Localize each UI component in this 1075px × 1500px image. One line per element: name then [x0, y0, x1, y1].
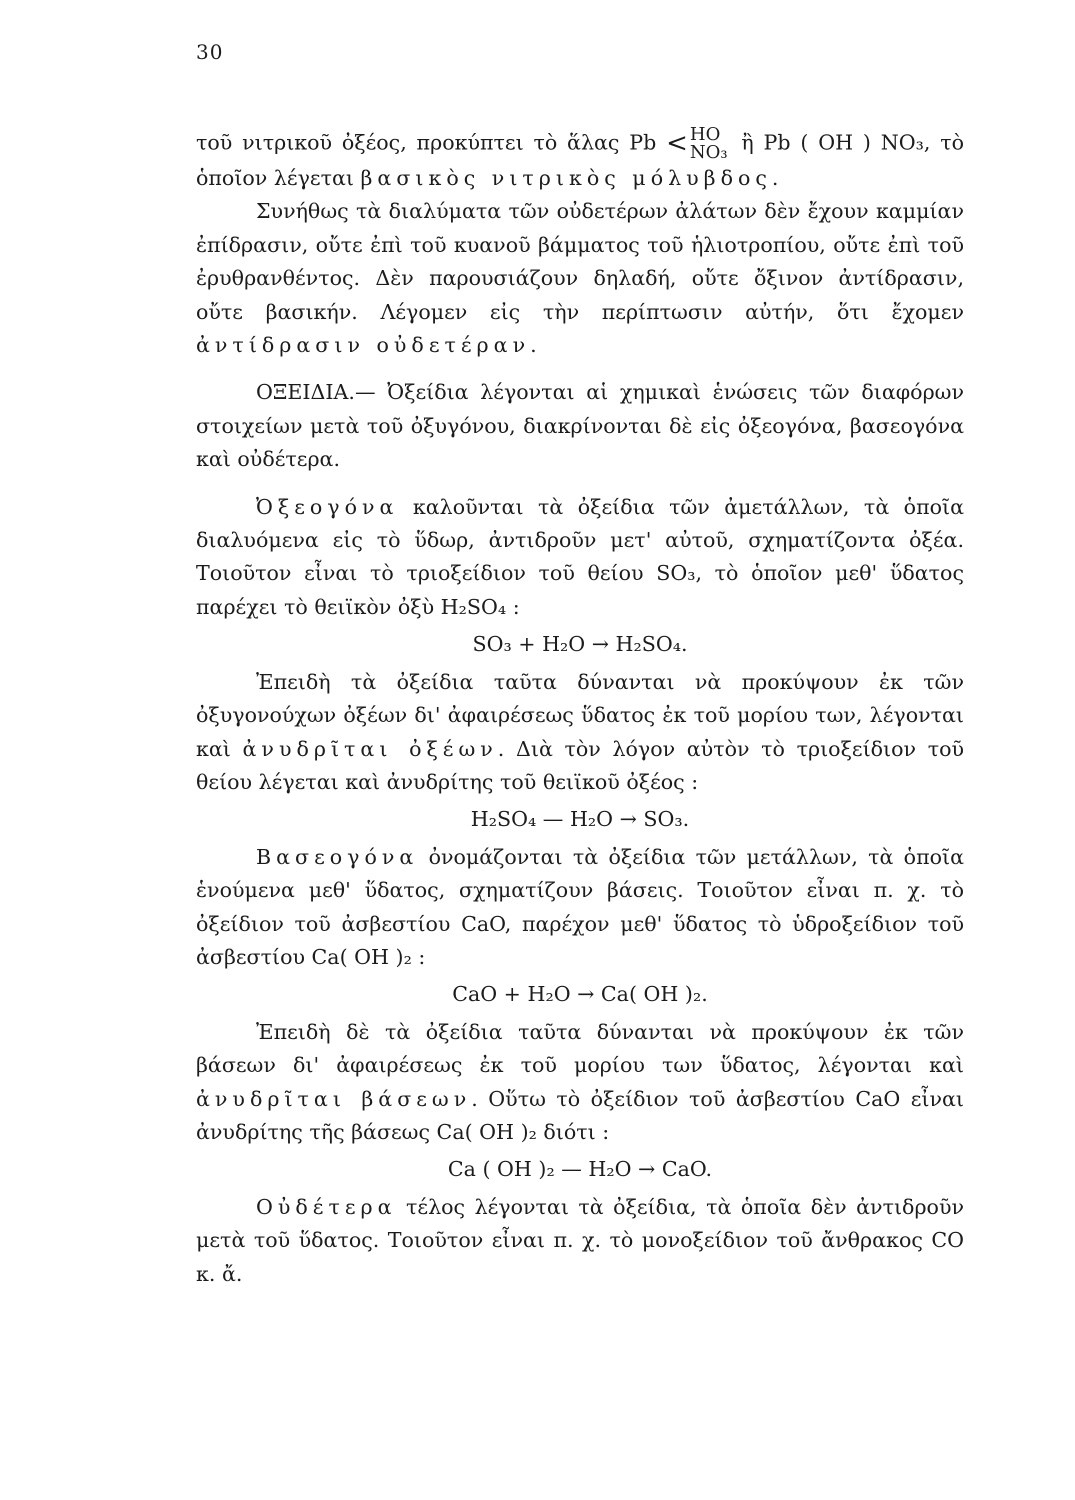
equation-2: H₂SO₄ — H₂O → SO₃. — [470, 807, 690, 832]
spaced-term: βασικὸς νιτρικὸς μόλυβδος — [360, 166, 772, 190]
fraction — [690, 126, 728, 162]
paragraph-neutral-reaction — [196, 195, 964, 362]
text-run: Ἐπειδὴ τὰ ὀξείδια ταῦτα δύνανται νὰ προκύψουν ἐκ τῶν ὀξυγονούχων ὀξέων δι' ἀφαιρέσεως ὕδατος ἐκ τοῦ μορίου των, λέγονται καὶ — [196, 669, 964, 761]
equation-4: Ca ( OH )₂ — H₂O → CaO. — [447, 1157, 713, 1182]
fraction-top: HO — [689, 124, 721, 145]
equation-1: SO₃ + H₂O → H₂SO₄. — [472, 632, 688, 657]
text-run: Συνήθως τὰ διαλύματα τῶν οὐδετέρων ἀλάτων δὲν ἔχουν καμμίαν ἐπίδρασιν, οὔτε ἐπὶ τοῦ κυανοῦ βάμματος τοῦ ἡλιοτροπίου, οὔτε ἐπὶ τοῦ ἐρυθρανθέντος. Δὲν παρουσιάζουν δηλαδή, οὔτε ὄξινον ἀντίδρασιν, οὔτε βασικήν. Λέγομεν εἰς τὴν περίπτωσιν αὐτήν, ὅτι ἔχομεν — [196, 199, 964, 324]
spaced-term: ἀνυδρῖται βάσεων — [196, 1086, 472, 1111]
text-run: . Οὕτω τὸ ὀξείδιον τοῦ ἀσβεστίου CaO εἶναι ἀνυδρίτης τῆς βάσεως Ca( OH )₂ διότι : — [196, 1086, 964, 1144]
text-run: τέλος λέγονται τὰ ὀξείδια, τὰ ὁποῖα δὲν ἀντιδροῦν μετὰ τοῦ ὕδατος. Τοιοῦτον εἶναι π. χ. τὸ μονοξείδιον τοῦ ἄνθρακος CO κ. ἄ. — [196, 1194, 964, 1286]
page-number: 30 — [196, 40, 224, 64]
text-run: ἢ Pb ( OH ) NO₃, τὸ ὁποῖον λέγεται — [196, 130, 965, 190]
paragraph-acidic-oxides — [196, 491, 964, 625]
paragraph-oxides — [196, 376, 964, 476]
spaced-term: Οὐδέτερα — [256, 1194, 397, 1219]
fraction-bottom: NO₃ — [689, 142, 728, 163]
spacer — [196, 362, 964, 376]
paragraph-base-anhydrides — [196, 1016, 964, 1150]
spaced-term: Ὀξεογόνα — [256, 494, 399, 519]
text-run: . — [530, 333, 537, 358]
paragraph-acid-anhydrides — [196, 666, 964, 800]
spaced-term: Βασεογόνα — [256, 844, 419, 869]
paragraph-basic-salt — [196, 126, 964, 195]
section-heading: ΟΞΕΙΔΙΑ. — [256, 380, 355, 405]
spaced-term: ἀνυδρῖται ὀξέων — [242, 736, 498, 761]
text-run: . — [771, 166, 779, 190]
text-run: τοῦ νιτρικοῦ ὀξέος, προκύπτει τὸ ἅλας Pb — [196, 130, 667, 155]
paragraph-basic-oxides — [196, 841, 964, 975]
text-run: ὀνομάζονται τὰ ὀξείδια τῶν μετάλλων, τὰ ὁποῖα ἑνούμενα μεθ' ὕδατος, σχηματίζουν βάσεις. Τοιοῦτον εἶναι π. χ. τὸ ὀξείδιον τοῦ ἀσβεστίου CaO, παρέχον μεθ' ὕδατος τὸ ὑδροξείδιον τοῦ ἀσβεστίου Ca( OH )₂ : — [196, 844, 964, 969]
page-body — [196, 126, 964, 1291]
paragraph-neutral-oxides — [196, 1191, 964, 1291]
spacer — [196, 477, 964, 491]
text-run: Ἐπειδὴ δὲ τὰ ὀξείδια ταῦτα δύνανται νὰ προκύψουν ἐκ τῶν βάσεων δι' ἀφαιρέσεως ἐκ τοῦ μορίου των ὕδατος, λέγονται καὶ — [196, 1019, 964, 1078]
text-run: καλοῦνται τὰ ὀξείδια τῶν ἀμετάλλων, τὰ ὁποῖα διαλυόμενα εἰς τὸ ὕδωρ, ἀντιδροῦν μετ' αὐτοῦ, σχηματίζοντα ὀξέα. Τοιοῦτον εἶναι τὸ τριοξείδιον τοῦ θείου SO₃, τὸ ὁποῖον μεθ' ὕδατος παρέχει τὸ θειϊκὸν ὀξὺ H₂SO₄ : — [196, 494, 964, 619]
equation-3: CaO + H₂O → Ca( OH )₂. — [452, 982, 708, 1007]
text-run: . Διὰ τὸν λόγον αὐτὸν τὸ τριοξείδιον τοῦ θείου λέγεται καὶ ἀνυδρίτης τοῦ θειϊκοῦ ὀξέος : — [196, 736, 965, 794]
less-than-sign: < — [666, 128, 688, 159]
text-run: — Ὀξείδια λέγονται αἱ χημικαὶ ἑνώσεις τῶν διαφόρων στοιχείων μετὰ τοῦ ὀξυγόνου, διακρίνονται δὲ εἰς ὀξεογόνα, βασεογόνα καὶ οὐδέτερα. — [196, 380, 964, 472]
spaced-term: ἀντίδρασιν οὐδετέραν — [196, 333, 531, 358]
